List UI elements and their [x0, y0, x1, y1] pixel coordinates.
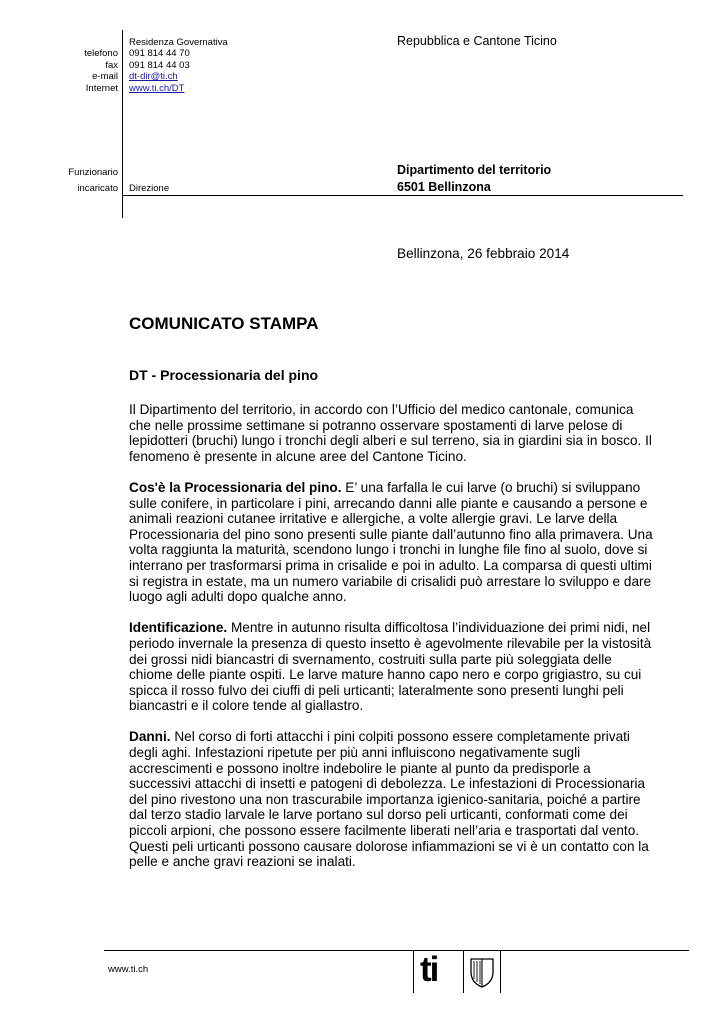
footer-logo-divider-right	[463, 951, 464, 993]
header-vertical-rule	[122, 30, 123, 218]
contact-value-fax: 091 814 44 03	[129, 59, 190, 71]
body-content	[129, 402, 654, 885]
office-name: Residenza Governativa	[129, 37, 228, 48]
email-link[interactable]: dt-dir@ti.ch	[129, 71, 178, 82]
section-text-identification: Mentre in autunno risulta difficoltosa l’individuazione dei primi nidi, nel periodo invernale la presenza di questo insetto è agevolmente rilevabile per la vistosità dei grossi nidi biancastri di svernamento, costruiti sulla parte più soleggiata delle chiome delle piante ospiti. Le larve mature hanno capo nero e corpo grigiastro, su cui spicca il rosso fulvo dei ciuffi di peli urticanti; lateralmente sono presenti lunghi peli biancastri e il colore tende al giallastro.	[129, 620, 652, 714]
document-subtitle: DT - Processionaria del pino	[129, 367, 319, 383]
section-heading-damage: Danni.	[129, 729, 171, 745]
officer-label-line2: incaricato	[77, 183, 118, 194]
officer-label-line1: Funzionario	[68, 167, 118, 178]
coat-of-arms-icon	[469, 957, 495, 989]
section-paragraph-what	[129, 480, 654, 605]
department-address: 6501 Bellinzona	[397, 180, 491, 194]
contact-label-internet: Internet	[85, 82, 118, 94]
contact-label-fax: fax	[105, 59, 118, 71]
republic-label: Repubblica e Cantone Ticino	[397, 34, 557, 48]
section-paragraph-damage	[129, 729, 654, 869]
footer-rule	[104, 950, 689, 951]
footer-logo-divider-far-right	[500, 951, 501, 993]
contact-label-email: e-mail	[92, 71, 118, 82]
contact-value-phone: 091 814 44 70	[129, 48, 190, 59]
website-link[interactable]: www.ti.ch/DT	[129, 82, 185, 94]
ti-logo: ti	[420, 950, 438, 989]
section-text-damage: Nel corso di forti attacchi i pini colpiti possono essere completamente privati degli aghi. Infestazioni ripetute per più anni influiscono negativamente sugli accrescimenti e possono inoltre indebolire le piante al punto da predisporle a successivi attacchi di insetti e patogeni di debolezza. Le infestazioni di Processionaria del pino rivestono una non trascurabile importanza igienico-sanitaria, poiché a partire dal terzo stadio larvale le larve portano sul dorso peli urticanti, conformati come dei piccoli arpioni, che possono essere facilmente liberati nell’aria e trasportati dal vento. Questi peli urticanti possono causare dolorose infiammazioni se vi è un contatto con la pelle e anche gravi reazioni se inalati.	[129, 729, 649, 870]
footer-logo-divider-left	[413, 951, 414, 993]
document-title: COMUNICATO STAMPA	[129, 314, 319, 333]
date-line: Bellinzona, 26 febbraio 2014	[397, 246, 570, 261]
section-paragraph-identification	[129, 620, 654, 714]
department-name: Dipartimento del territorio	[397, 163, 552, 177]
intro-paragraph: Il Dipartimento del territorio, in accordo con l’Ufficio del medico cantonale, comunica che nelle prossime settimane si potranno osservare spostamenti di larve pelose di lepidotteri (bruchi) lungo i tronchi degli alberi e sul terreno, sia in giardini sia in bosco. Il fenomeno è presente in alcune aree del Cantone Ticino.	[129, 402, 652, 464]
contact-label-phone: telefono	[84, 48, 118, 59]
officer-value: Direzione	[129, 183, 170, 194]
section-text-what: E’ una farfalla le cui larve (o bruchi) si sviluppano sulle conifere, in particolare i pini, arrecando danni alle piante e causando a persone e animali reazioni cutanee irritative e allergiche, a volte allergie gravi. Le larve della Processionaria del pino sono presenti sulle piante dall’autunno fino alla primavera. Una volta raggiunta la maturità, scendono lungo i tronchi in lunghe file fino al suolo, dove si interrano per trasformarsi prima in crisalide e poi in adulto. La comparsa di questi ultimi si registra in estate, ma un numero variabile di crisalidi può arrestare lo sviluppo e dare luogo agli adulti dopo qualche anno.	[129, 479, 653, 605]
header-horizontal-rule	[122, 195, 683, 196]
footer-url: www.ti.ch	[108, 964, 149, 975]
section-heading-identification: Identificazione.	[129, 620, 228, 636]
section-heading-what: Cos'è la Processionaria del pino.	[129, 479, 342, 495]
